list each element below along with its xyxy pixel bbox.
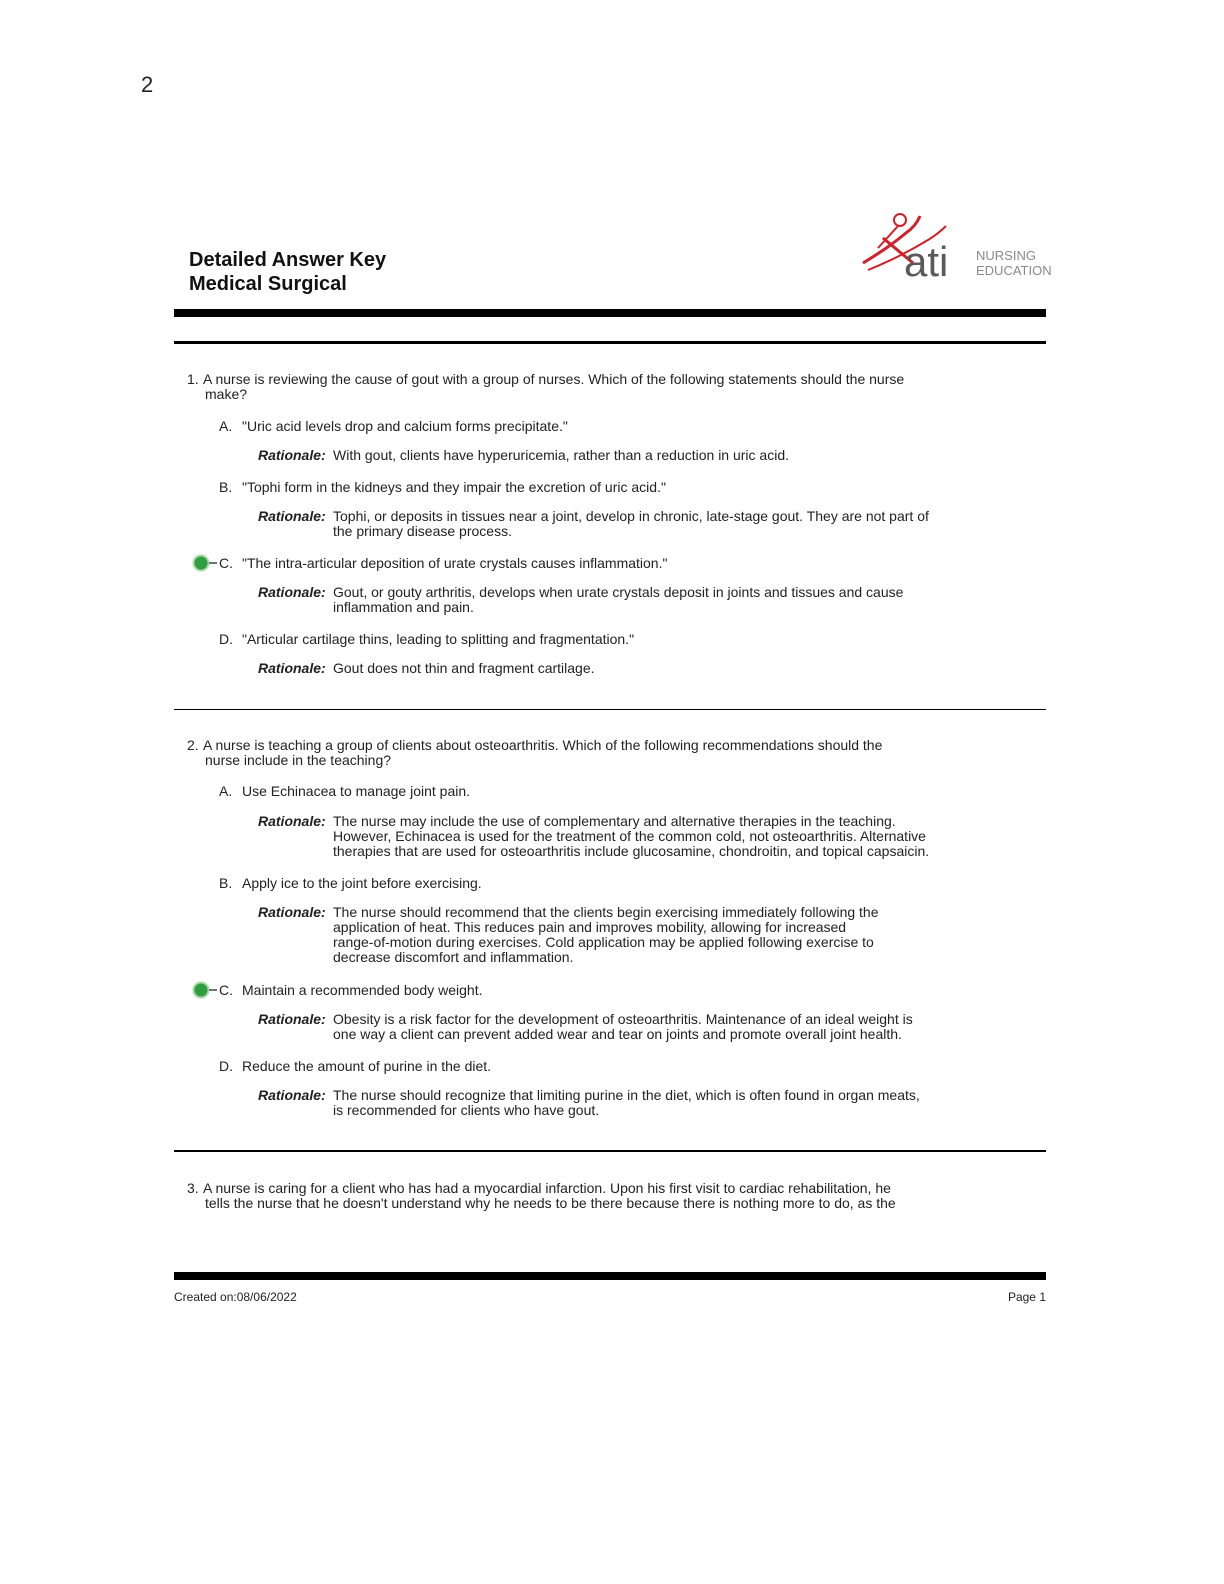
question-1-stem: 1. A nurse is reviewing the cause of gout with a group of nurses. Which of the following statements should the nurse make? [187, 371, 905, 402]
title-line-1: Detailed Answer Key [189, 249, 387, 271]
ati-logo [858, 208, 1052, 285]
q1-rationale-a: Rationale: With gout, clients have hyperuricemia, rather than a reduction in uric acid. [258, 447, 790, 463]
correct-answer-icon [192, 981, 218, 999]
page-number: 2 [141, 72, 154, 97]
question-divider [174, 1150, 1046, 1152]
q2-rationale-b: Rationale: The nurse should recommend that the clients begin exercising immediately following the application of heat. This reduces pain and improves mobility, allowing for increased range-of-motion during exercises. Cold application may be applied following exercise to decrease discomfort and inflammation. [258, 904, 879, 965]
logo-sub-2: EDUCATION [976, 263, 1052, 278]
q1-rationale-c: Rationale: Gout, or gouty arthritis, develops when urate crystals deposit in joints and tissues and cause inflammation and pain. [258, 584, 904, 615]
q2-rationale-c: Rationale: Obesity is a risk factor for the development of osteoarthritis. Maintenance of an ideal weight is one way a client can prevent added wear and tear on joints and promote overall joint health. [258, 1011, 913, 1042]
q2-option-b: B. Apply ice to the joint before exercising. [219, 875, 482, 891]
question-number: 3. [187, 1180, 199, 1196]
q2-option-d: D. Reduce the amount of purine in the diet. [219, 1058, 492, 1074]
q1-rationale-d: Rationale: Gout does not thin and fragment cartilage. [258, 660, 595, 676]
correct-answer-icon [192, 554, 218, 572]
header-rule-thin [174, 341, 1046, 344]
q2-rationale-d: Rationale: The nurse should recognize that limiting purine in the diet, which is often found in organ meats, is recommended for clients who have gout. [258, 1087, 920, 1118]
logo-sub-1: NURSING [976, 248, 1036, 263]
title-line-2: Medical Surgical [189, 273, 347, 295]
document-title [189, 248, 386, 296]
question-divider [174, 709, 1046, 710]
question-number: 2. [187, 737, 199, 753]
q1-option-c: C. "The intra-articular deposition of urate crystals causes inflammation." [219, 555, 668, 571]
logo-wordmark: ati [904, 238, 949, 285]
footer-rule [174, 1272, 1046, 1280]
question-number: 1. [187, 371, 199, 387]
q1-rationale-b: Rationale: Tophi, or deposits in tissues near a joint, develop in chronic, late-stage gout. They are not part of the primary disease process. [258, 508, 929, 539]
q2-rationale-a: Rationale: The nurse may include the use of complementary and alternative therapies in the teaching. However, Echinacea is used for the treatment of the common cold, not osteoarthritis. Alternative therapies that are used for osteoarthritis include glucosamine, chondroitin, and topical capsaicin. [258, 813, 930, 859]
question-2-stem: 2. A nurse is teaching a group of clients about osteoarthritis. Which of the following recommendations should the nurse include in the teaching? [187, 737, 883, 768]
created-date: Created on:08/06/2022 [174, 1290, 297, 1304]
header-rule-thick [174, 309, 1046, 317]
q1-option-b: B. "Tophi form in the kidneys and they impair the excretion of uric acid." [219, 479, 666, 495]
q2-option-c: C. Maintain a recommended body weight. [219, 982, 483, 998]
question-3-stem: 3. A nurse is caring for a client who has had a myocardial infarction. Upon his first visit to cardiac rehabilitation, he tells the nurse that he doesn't understand why he needs to be there because there is nothing more to do, as the [187, 1180, 896, 1211]
q1-option-a: A. "Uric acid levels drop and calcium forms precipitate." [219, 418, 568, 434]
page-label: Page 1 [1007, 1290, 1046, 1304]
q1-option-d: D. "Articular cartilage thins, leading to splitting and fragmentation." [219, 631, 635, 647]
q2-option-a: A. Use Echinacea to manage joint pain. [219, 783, 471, 799]
